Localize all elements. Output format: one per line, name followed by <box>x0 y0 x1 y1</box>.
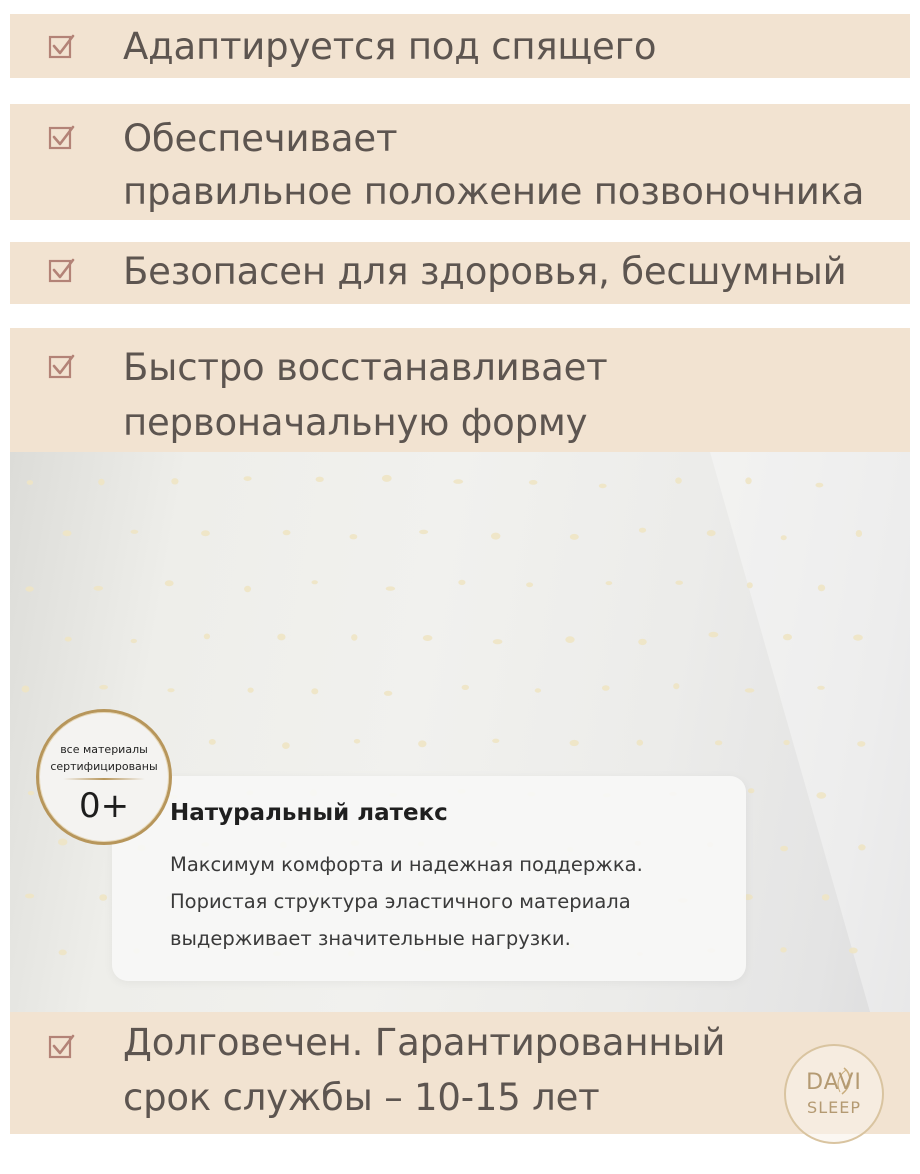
badge-text: все материалы <box>60 743 148 756</box>
checkbox-checked-icon <box>48 1033 76 1061</box>
feature-text: правильное положение позвоночника <box>123 170 865 213</box>
checkbox-checked-icon <box>48 33 76 61</box>
info-title: Натуральный латекс <box>170 800 448 826</box>
brand-name: DAVI <box>806 1070 862 1095</box>
checkbox-checked-icon <box>48 257 76 285</box>
certification-badge <box>36 709 172 845</box>
info-line: Пористая структура эластичного материала <box>170 890 631 913</box>
age-rating: 0+ <box>78 786 130 826</box>
badge-text: сертифицированы <box>50 760 158 773</box>
feature-text: Долговечен. Гарантированный <box>123 1021 726 1064</box>
feature-text: Адаптируется под спящего <box>123 25 657 68</box>
info-line: выдерживает значительные нагрузки. <box>170 927 571 950</box>
feature-text: Быстро восстанавливает <box>123 346 608 389</box>
checkbox-checked-icon <box>48 353 76 381</box>
feature-text: срок службы – 10-15 лет <box>123 1076 600 1119</box>
info-line: Максимум комфорта и надежная поддержка. <box>170 853 643 876</box>
checkbox-checked-icon <box>48 124 76 152</box>
feature-text: Безопасен для здоровья, бесшумный <box>123 250 847 293</box>
feature-text: Обеспечивает <box>123 117 398 160</box>
badge-divider <box>63 778 145 780</box>
feature-text: первоначальную форму <box>123 401 588 444</box>
brand-name: SLEEP <box>807 1098 861 1117</box>
brand-logo <box>784 1044 884 1144</box>
